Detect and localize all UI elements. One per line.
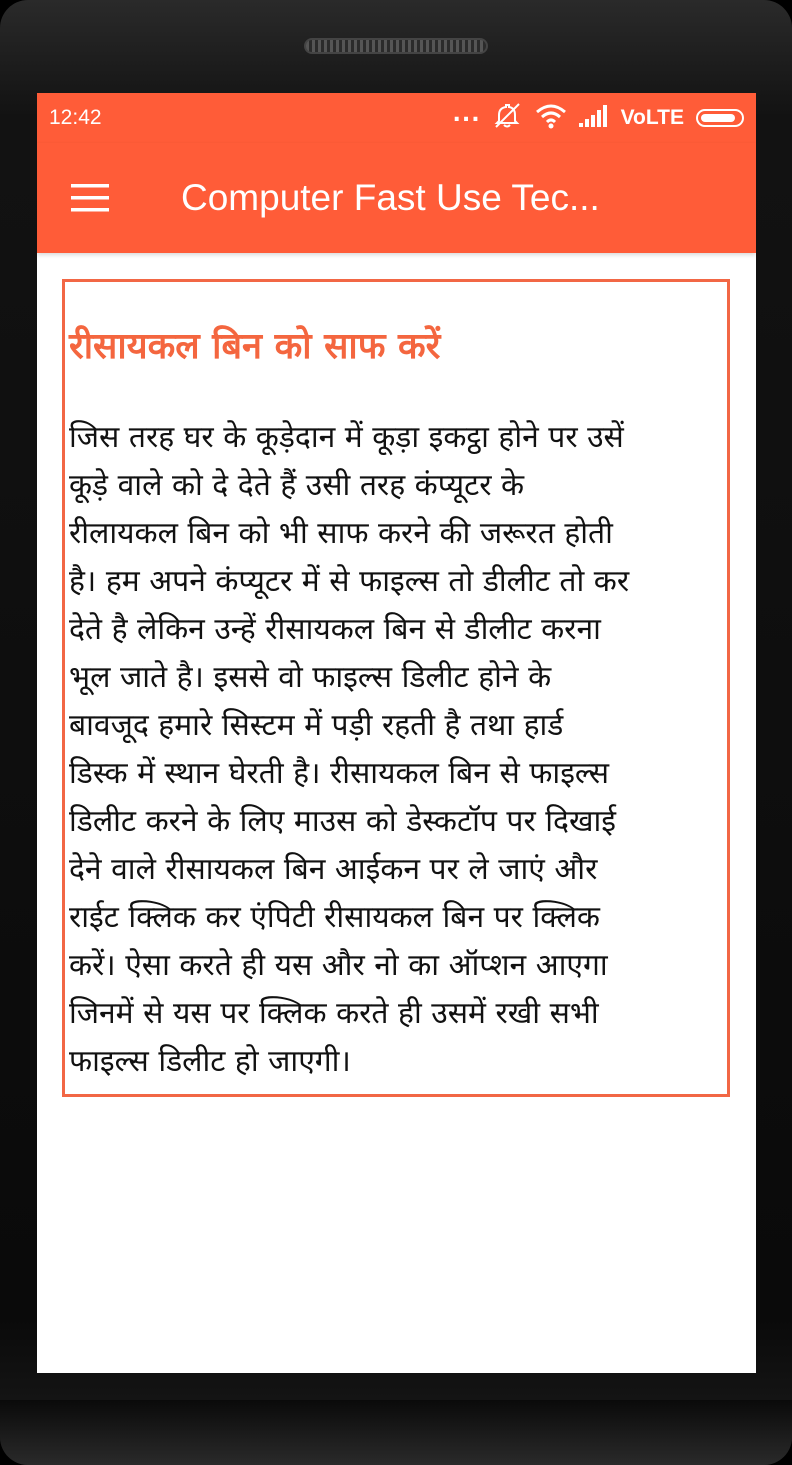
- network-label: VoLTE: [620, 106, 684, 129]
- app-bar: [37, 143, 756, 253]
- mute-icon: [493, 103, 523, 133]
- article-heading: रीसायकल बिन को साफ करें: [69, 326, 441, 367]
- battery-icon: [696, 109, 744, 127]
- status-bar: [37, 93, 756, 143]
- speaker-grille: [304, 38, 488, 54]
- app-title: Computer Fast Use Tec...: [181, 177, 600, 218]
- status-time: 12:42: [49, 106, 102, 129]
- article-body: जिस तरह घर के कूड़ेदान में कूड़ा इकट्ठा होने पर उसें कूड़े वाले को दे देते हैं उसी तरह कंप्यूटर के रीलायकल बिन को भी साफ करने की जरूरत होती है। हम अपने कंप्यूटर में से फाइल्स तो डीलीट तो कर देते है लेकिन उन्हें रीसायकल बिन से डीलीट करना भूल जाते है। इससे वो फाइल्स डिलीट होने के बावजूद हमारे सिस्टम में पड़ी रहती है तथा हार्ड डिस्क में स्थान घेरती है। रीसायकल बिन से फाइल्स डिलीट करने के लिए माउस को डेस्कटॉप पर दिखाई देने वाले रीसायकल बिन आईकन पर ले जाएं और राईट क्लिक कर एंपिटी रीसायकल बिन पर क्लिक करें। ऐसा करते ही यस और नो का ऑप्शन आएगा जिनमें से यस पर क्लिक करते ही उसमें रखी सभी फाइल्स डिलीट हो जाएगी।: [69, 420, 630, 1079]
- status-icons: [453, 103, 744, 133]
- signal-icon: [579, 105, 609, 131]
- notification-dots: ...: [452, 102, 481, 127]
- hamburger-menu-icon[interactable]: [67, 178, 115, 218]
- article-card: [62, 279, 730, 1097]
- bottom-bezel: [0, 1400, 792, 1465]
- screen: [37, 93, 756, 1373]
- wifi-icon: [535, 103, 567, 133]
